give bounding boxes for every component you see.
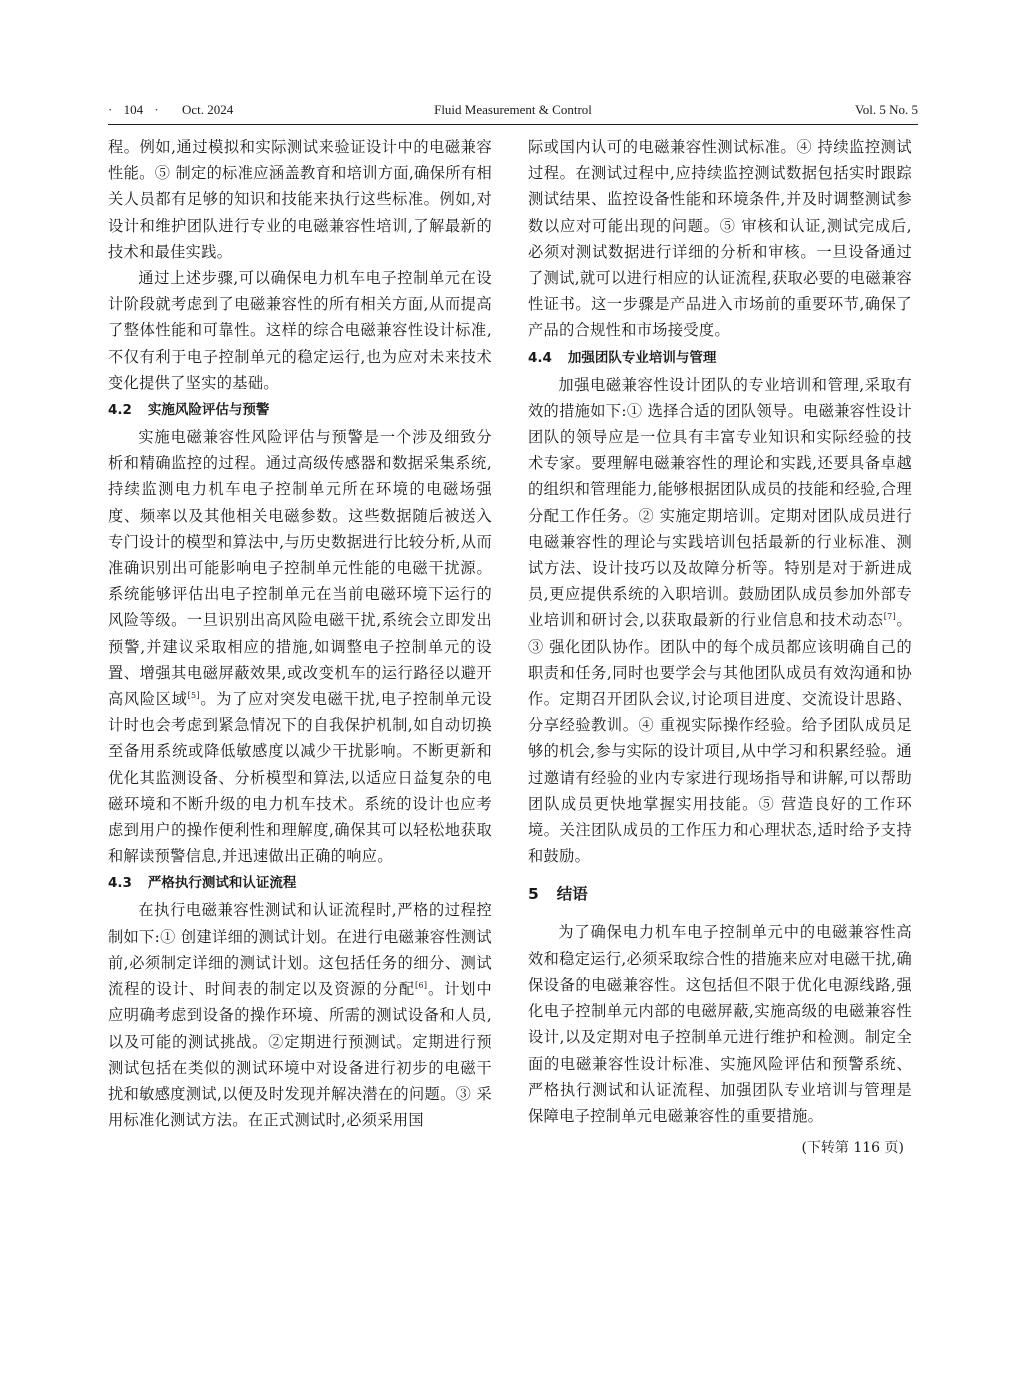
paragraph-text: 。为了应对突发电磁干扰,电子控制单元设计时也会考虑到紧急情况下的自我保护机制,如自动切换至备用系统或降低敏感度以减少干扰影响。不断更新和优化其监测设备、分析模型和算法,以适应日益复杂的电磁环境和不断升级的电力机车技术。系统的设计也应考虑到用户的操作便利性和理解度,确保其可以轻松地获取和解读预警信息,并迅速做出正确的响应。 (108, 690, 492, 866)
section-heading-4-2 (108, 398, 492, 422)
section-heading-4-4 (528, 346, 912, 370)
section-title: 加强团队专业培训与管理 (567, 349, 717, 366)
volume-info: Vol. 5 No. 5 (855, 102, 918, 117)
section-number: 5 (528, 885, 539, 904)
header-dot-left: · (108, 102, 113, 117)
right-column (528, 134, 912, 1157)
paragraph: 际或国内认可的电磁兼容性测试标准。④ 持续监控测试过程。在测试过程中,应持续监控测试数据包括实时跟踪测试结果、监控设备性能和环境条件,并及时调整测试参数以应对可能出现的问题。⑤ 审核和认证,测试完成后,必须对测试数据进行详细的分析和审核。一旦设备通过了测试,就可以进行相应的认证流程,获取必要的电磁兼容性证书。这一步骤是产品进入市场前的重要环节,确保了产品的合规性和市场接受度。 (528, 138, 912, 340)
running-header (108, 98, 918, 125)
issue-date: Oct. 2024 (181, 102, 234, 117)
section-heading-5 (528, 881, 912, 907)
paragraph-text: 加强电磁兼容性设计团队的专业培训和管理,采取有效的措施如下:① 选择合适的团队领导。电磁兼容性设计团队的领导应是一位具有丰富专业知识和实际经验的技术专家。要理解电磁兼容性的理论和实践,还要具备卓越的组织和管理能力,能够根据团队成员的技能和经验,合理分配工作任务。② 实施定期培训。定期对团队成员进行电磁兼容性的理论与实践培训包括最新的行业标准、测试方法、设计技巧以及故障分析等。特别是对于新进成员,更应提供系统的入职培训。鼓励团队成员参加外部专业培训和研讨会,以获取最新的行业信息和技术动态 (528, 375, 912, 630)
citation-ref: [5] (187, 691, 200, 700)
paragraph-text: 。计划中应明确考虑到设备的操作环境、所需的测试设备和人员,以及可能的测试挑战。②定期进行预测试。定期进行预测试包括在类似的测试环境中对设备进行初步的电磁干扰和敏感度测试,以便及时发现并解决潜在的问题。③ 采用标准化测试方法。在正式测试时,必须采用国 (108, 980, 493, 1130)
left-column (108, 134, 492, 1133)
section-heading-4-3 (108, 871, 492, 895)
page-number: 104 (123, 102, 144, 117)
section-title: 结语 (556, 885, 588, 904)
section-number: 4.3 (108, 875, 132, 892)
header-dot-right: · (154, 102, 159, 117)
paragraph (528, 372, 912, 870)
section-title: 实施风险评估与预警 (147, 402, 270, 419)
journal-name: Fluid Measurement & Control (434, 102, 592, 117)
paragraph-text: 在执行电磁兼容性测试和认证流程时,严格的过程控制如下:① 创建详细的测试计划。在进行电磁兼容性测试前,必须制定详细的测试计划。这包括任务的细分、测试流程的设计、时间表的制定以及资源的分配 (108, 901, 492, 999)
paragraph (108, 424, 492, 869)
citation-ref: [7] (883, 612, 897, 622)
continued-note: (下转第 116 页) (801, 1140, 904, 1157)
paragraph-text: 。③ 强化团队协作。团队中的每个成员都应该明确自己的职责和任务,同时也要学会与其他团队成员有效沟通和协作。定期召开团队会议,讨论项目进度、交流设计思路、分享经验教训。④ 重视实际操作经验。给予团队成员足够的机会,参与实际的设计项目,从中学习和积累经验。通过邀请有经验的业内专家进行现场指导和讲解,可以帮助团队成员更快地掌握实用技能。⑤ 营造良好的工作环境。关注团队成员的工作压力和心理状态,适时给予支持和鼓励。 (528, 611, 912, 866)
paragraph (108, 897, 492, 1133)
citation-ref: [6] (414, 981, 428, 991)
paragraph: 程。例如,通过模拟和实际测试来验证设计中的电磁兼容性能。⑤ 制定的标准应涵盖教育和培训方面,确保所有相关人员都有足够的知识和技能来执行这些标准。例如,对设计和维护团队进行专业的电磁兼容性培训,了解最新的技术和最佳实践。 (108, 138, 492, 261)
paragraph: 为了确保电力机车电子控制单元中的电磁兼容性高效和稳定运行,必须采取综合性的措施来应对电磁干扰,确保设备的电磁兼容性。这包括但不限于优化电源线路,强化电子控制单元内部的电磁屏蔽,实施高级的电磁兼容性设计,以及定期对电子控制单元进行维护和检测。制定全面的电磁兼容性设计标准、实施风险评估和预警系统、严格执行测试和认证流程、加强团队专业培训与管理是保障电子控制单元电磁兼容性的重要措施。 (528, 923, 912, 1125)
section-number: 4.2 (108, 402, 132, 419)
paragraph: 通过上述步骤,可以确保电力机车电子控制单元在设计阶段就考虑到了电磁兼容性的所有相关方面,从而提高了整体性能和可靠性。这样的综合电磁兼容性设计标准,不仅有利于电子控制单元的稳定运行,也为应对未来技术变化提供了坚实的基础。 (108, 269, 492, 392)
section-number: 4.4 (528, 349, 552, 366)
paragraph-text: 实施电磁兼容性风险评估与预警是一个涉及细致分析和精确监控的过程。通过高级传感器和数据采集系统,持续监测电力机车电子控制单元所在环境的电磁场强度、频率以及其他相关电磁参数。这些数据随后被送入专门设计的模型和算法中,与历史数据进行比较分析,从而准确识别出可能影响电子控制单元性能的电磁干扰源。系统能够评估出电子控制单元在当前电磁环境下运行的风险等级。一旦识别出高风险电磁干扰,系统会立即发出预警,并建议采取相应的措施,如调整电子控制单元的设置、增强其电磁屏蔽效果,或改变机车的运行路径以避开高风险区域 (108, 428, 492, 709)
section-title: 严格执行测试和认证流程 (147, 875, 297, 892)
